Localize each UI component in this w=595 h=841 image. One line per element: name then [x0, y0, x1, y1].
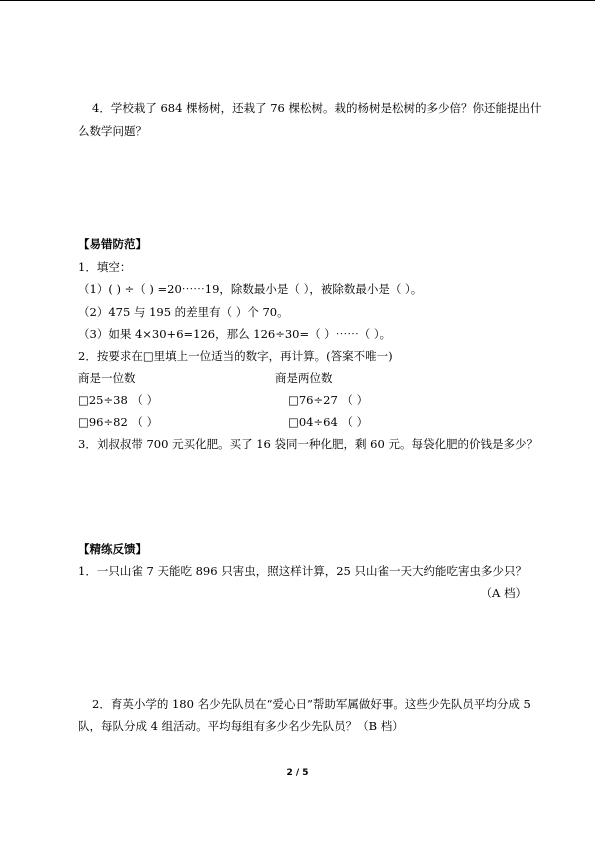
q1-part3: （3）如果 4×30+6=126，那么 126÷30=（ ）⋯⋯（ ）。	[78, 327, 392, 341]
practice-q2-line2: 队，每队分成 4 组活动。平均每组有多少名少先队员？（B 档）	[78, 719, 404, 733]
q1-title: 1．填空：	[78, 260, 132, 274]
column-header-one-digit-quotient: 商是一位数	[78, 371, 136, 385]
section-title-error-prevention: 【易错防范】	[78, 237, 147, 251]
practice-q1: 1．一只山雀 7 天能吃 896 只害虫，照这样计算，25 只山雀一天大约能吃害虫多少只？	[78, 564, 527, 578]
q1-part2: （2）475 与 195 的差里有（ ）个 70。	[78, 305, 289, 319]
q1-part1: （1）( ) ÷（ ) =20⋯⋯19，除数最小是（ ），被除数最小是（ ）。	[78, 282, 423, 296]
section-title-practice-feedback: 【精练反馈】	[78, 542, 147, 556]
right-item-2: □04÷64 （ ）	[288, 415, 369, 429]
q3-text: 3．刘叔叔带 700 元买化肥。买了 16 袋同一种化肥，剩 60 元。每袋化肥的价钱是多少？	[78, 437, 538, 451]
q2-title: 2．按要求在□里填上一位适当的数字，再计算。(答案不唯一)	[78, 349, 393, 363]
page-number: 2 / 5	[286, 768, 309, 778]
top-border-line	[0, 0, 595, 1]
q4-line1: 4．学校栽了 684 棵杨树，还栽了 76 棵松树。栽的杨树是松树的多少倍？你还能提出什	[92, 101, 542, 115]
right-item-1: □76÷27 （ ）	[288, 393, 369, 407]
practice-q1-level: （A 档）	[480, 586, 527, 600]
column-header-two-digit-quotient: 商是两位数	[275, 371, 333, 385]
practice-q2-line1: 2．育英小学的 180 名少先队员在“爱心日”帮助军属做好事。这些少先队员平均分成 5	[92, 697, 531, 711]
left-item-1: □25÷38 （ ）	[78, 393, 159, 407]
q4-line2: 么数学问题？	[78, 124, 147, 138]
left-item-2: □96÷82 （ ）	[78, 415, 159, 429]
